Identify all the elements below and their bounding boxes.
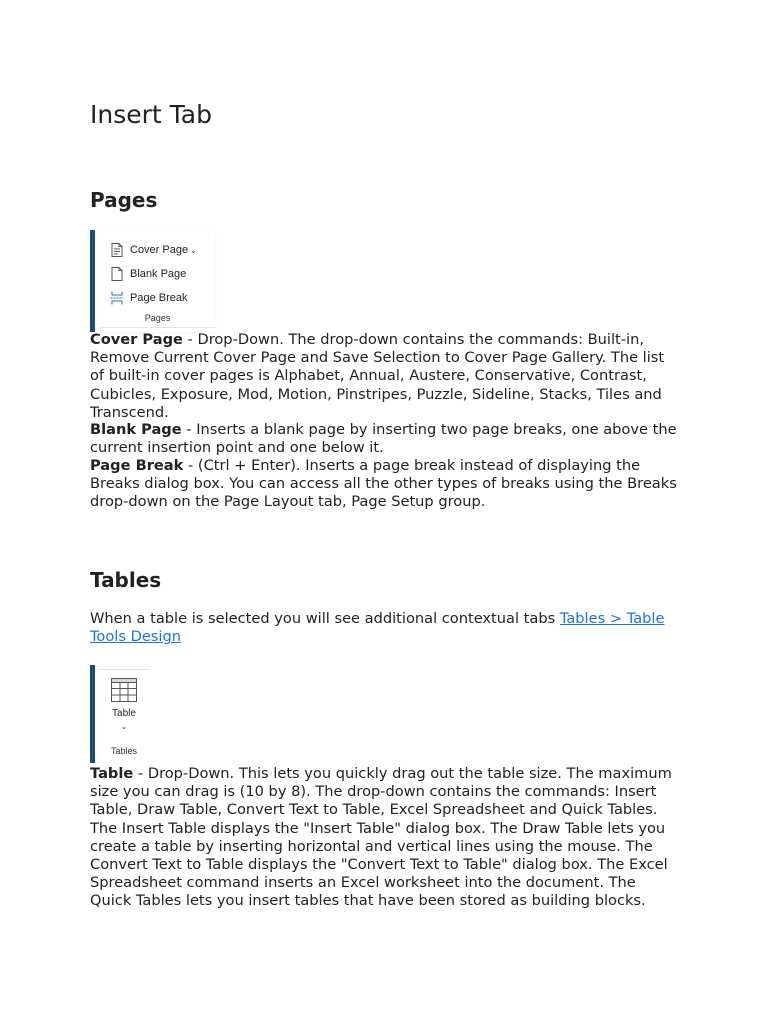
blank-page-command: [110, 265, 186, 283]
page-break-term: Page Break: [90, 457, 184, 474]
tables-intro-text: When a table is selected you will see additional contextual tabs: [90, 610, 560, 627]
table-text: - Drop-Down. This lets you quickly drag out the table size. The maximum size you can drag is (10 by 8). The drop-down contains the commands: Insert Table, Draw Table, Convert Text to Table, Excel Spreadsheet and Quick Tables. The Insert Table displays the "Insert Table" dialog box. The Draw Table lets you create a table by inserting horizontal and vertical lines using the mouse. The Convert Text to Table displays the "Convert Text to Table" dialog box. The Excel Spreadsheet command inserts an Excel worksheet into the document. The Quick Tables lets you insert tables that have been stored as building blocks.: [90, 765, 672, 910]
cover-page-description: [90, 331, 680, 422]
page-break-command-label: Page Break: [130, 292, 188, 304]
table-grid-icon: [111, 678, 137, 707]
tables-intro: [90, 610, 680, 646]
cover-page-icon: [110, 242, 124, 258]
table-tools-design-link[interactable]: Tables > Table Tools Design: [90, 610, 665, 646]
chevron-down-icon: ⌄: [120, 722, 128, 731]
tables-ribbon-group: [98, 669, 150, 759]
page-break-text: - (Ctrl + Enter). Inserts a page break instead of displaying the Breaks dialog box. You can access all the other types of breaks using the Breaks drop-down on the Page Layout tab, Page Setup group.: [90, 457, 677, 511]
blank-page-command-label: Blank Page: [130, 268, 187, 280]
table-command-label: Table: [112, 708, 136, 719]
page-break-icon: [110, 290, 124, 306]
table-description: [90, 765, 680, 911]
cover-page-term: Cover Page: [90, 331, 183, 348]
section-title-tables: Tables: [90, 568, 162, 592]
section-title-pages: Pages: [90, 188, 158, 212]
pages-ribbon-group: [100, 232, 215, 328]
blank-page-description: [90, 421, 680, 457]
cover-page-command-label: Cover Page: [130, 244, 189, 256]
cover-page-text: - Drop-Down. The drop-down contains the commands: Built-in, Remove Current Cover Page and Save Selection to Cover Page Gallery. The list of built-in cover pages is Alphabet, Annual, Austere, Conservative, Contrast, Cubicles, Exposure, Mod, Motion, Pinstripes, Puzzle, Sideline, Stacks, Tiles and Transcend.: [90, 331, 665, 421]
pages-ribbon-image: [90, 230, 215, 332]
pages-group-label: Pages: [144, 313, 171, 323]
page-break-command: [110, 289, 187, 307]
cover-page-command: [110, 241, 197, 259]
blank-page-icon: [110, 266, 124, 282]
page-break-description: [90, 457, 680, 512]
page-title: Insert Tab: [90, 100, 212, 129]
chevron-down-icon: ⌄: [190, 245, 197, 255]
table-term: Table: [90, 765, 134, 782]
tables-ribbon-image: [90, 665, 150, 763]
blank-page-text: - Inserts a blank page by inserting two page breaks, one above the current insertion point and one below it.: [90, 421, 677, 457]
blank-page-term: Blank Page: [90, 421, 182, 438]
tables-group-label: Tables: [110, 746, 137, 756]
